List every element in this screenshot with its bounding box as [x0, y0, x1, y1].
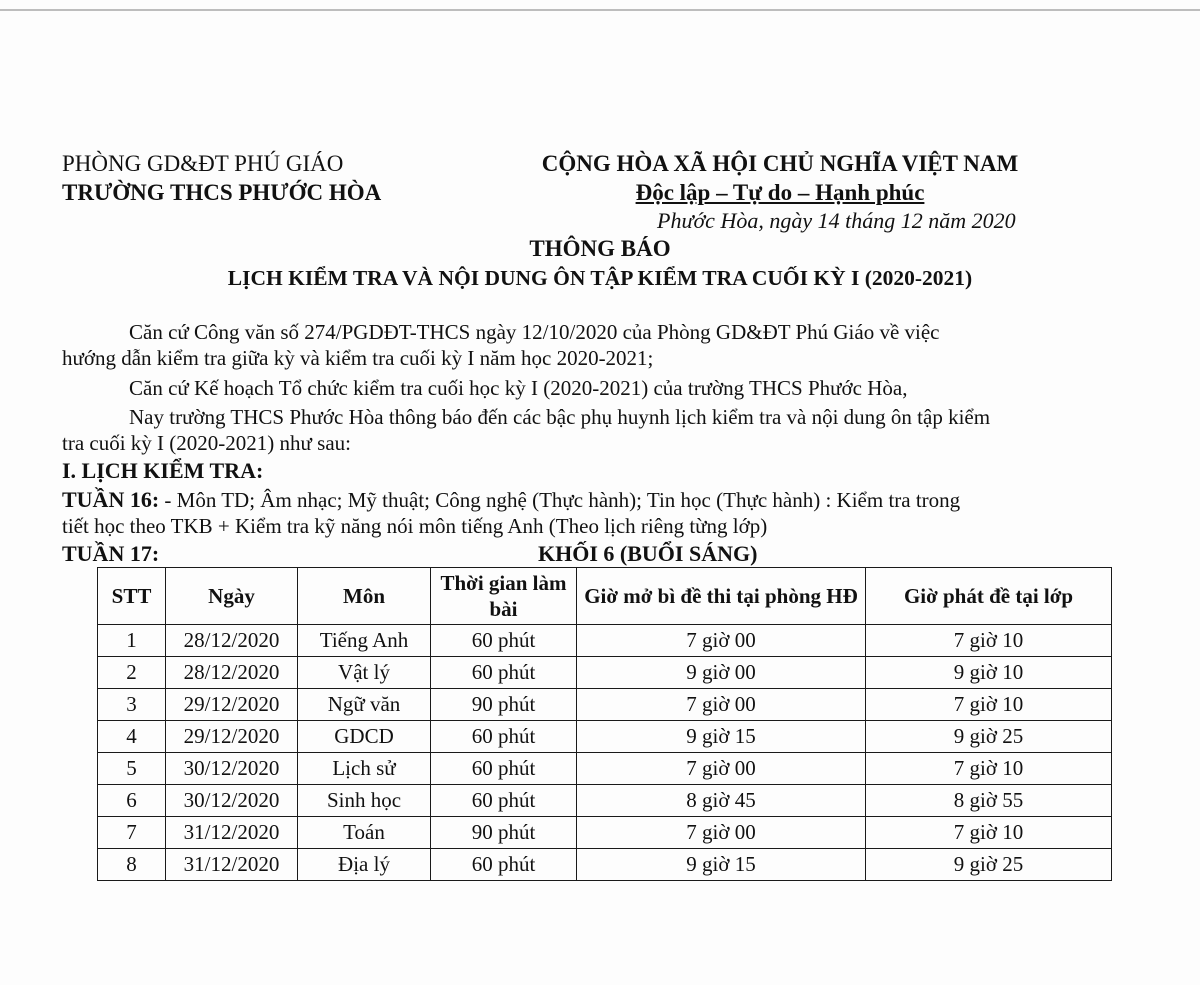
- cell-subject: Toán: [298, 817, 431, 849]
- cell-duration: 60 phút: [431, 753, 577, 785]
- cell-duration: 90 phút: [431, 689, 577, 721]
- cell-stt: 5: [98, 753, 166, 785]
- week16-label: TUẦN 16:: [62, 487, 160, 512]
- cell-distribute-time: 7 giờ 10: [866, 689, 1112, 721]
- cell-duration: 60 phút: [431, 721, 577, 753]
- exam-schedule-table: [97, 567, 1112, 881]
- section-heading: I. LỊCH KIỂM TRA:: [62, 458, 264, 483]
- header-open-time: Giờ mở bì đề thi tại phòng HĐ: [577, 568, 866, 625]
- cell-distribute-time: 9 giờ 10: [866, 657, 1112, 689]
- header-subject: Môn: [298, 568, 431, 625]
- cell-subject: Ngữ văn: [298, 689, 431, 721]
- cell-open-time: 7 giờ 00: [577, 817, 866, 849]
- table-row: [98, 817, 1112, 849]
- table-header-row: [98, 568, 1112, 625]
- cell-duration: 60 phút: [431, 785, 577, 817]
- cell-stt: 8: [98, 849, 166, 881]
- cell-open-time: 7 giờ 00: [577, 625, 866, 657]
- cell-subject: Địa lý: [298, 849, 431, 881]
- cell-stt: 6: [98, 785, 166, 817]
- cell-subject: Tiếng Anh: [298, 625, 431, 657]
- cell-distribute-time: 8 giờ 55: [866, 785, 1112, 817]
- basis-paragraph-1-cont: hướng dẫn kiểm tra giữa kỳ và kiểm tra cuối kỳ I năm học 2020-2021;: [62, 346, 654, 370]
- cell-distribute-time: 9 giờ 25: [866, 849, 1112, 881]
- cell-date: 29/12/2020: [166, 689, 298, 721]
- cell-date: 28/12/2020: [166, 657, 298, 689]
- week16-text-cont: tiết học theo TKB + Kiểm tra kỹ năng nói môn tiếng Anh (Theo lịch riêng từng lớp): [62, 514, 768, 538]
- cell-stt: 4: [98, 721, 166, 753]
- basis-paragraph-2: Căn cứ Kế hoạch Tổ chức kiểm tra cuối học kỳ I (2020-2021) của trường THCS Phước Hòa,: [129, 376, 908, 400]
- cell-stt: 2: [98, 657, 166, 689]
- week16-line: [62, 487, 960, 513]
- national-motto: Độc lập – Tự do – Hạnh phúc: [635, 180, 925, 205]
- cell-duration: 60 phút: [431, 849, 577, 881]
- school-name: TRƯỜNG THCS PHƯỚC HÒA: [62, 180, 382, 205]
- cell-distribute-time: 9 giờ 25: [866, 721, 1112, 753]
- cell-open-time: 8 giờ 45: [577, 785, 866, 817]
- cell-open-time: 9 giờ 15: [577, 721, 866, 753]
- header-duration: Thời gian làm bài: [431, 568, 577, 625]
- notice-paragraph: Nay trường THCS Phước Hòa thông báo đến các bậc phụ huynh lịch kiểm tra và nội dung ôn tập kiểm: [129, 405, 991, 429]
- cell-duration: 60 phút: [431, 625, 577, 657]
- cell-open-time: 9 giờ 15: [577, 849, 866, 881]
- cell-date: 30/12/2020: [166, 753, 298, 785]
- cell-date: 30/12/2020: [166, 785, 298, 817]
- cell-open-time: 7 giờ 00: [577, 753, 866, 785]
- republic-title: CỘNG HÒA XÃ HỘI CHỦ NGHĨA VIỆT NAM: [541, 151, 1019, 176]
- basis-paragraph-1: Căn cứ Công văn số 274/PGDĐT-THCS ngày 12/10/2020 của Phòng GD&ĐT Phú Giáo về việc: [129, 320, 940, 344]
- cell-duration: 60 phút: [431, 657, 577, 689]
- header-stt: STT: [98, 568, 166, 625]
- cell-distribute-time: 7 giờ 10: [866, 625, 1112, 657]
- table-row: [98, 689, 1112, 721]
- block-title: KHỐI 6 (BUỔI SÁNG): [538, 541, 758, 566]
- header-distribute-time: Giờ phát đề tại lớp: [866, 568, 1112, 625]
- cell-subject: Sinh học: [298, 785, 431, 817]
- cell-subject: Lịch sử: [298, 753, 431, 785]
- cell-subject: GDCD: [298, 721, 431, 753]
- cell-duration: 90 phút: [431, 817, 577, 849]
- cell-stt: 7: [98, 817, 166, 849]
- cell-date: 31/12/2020: [166, 849, 298, 881]
- department-name: PHÒNG GD&ĐT PHÚ GIÁO: [62, 151, 344, 176]
- header-date: Ngày: [166, 568, 298, 625]
- cell-open-time: 9 giờ 00: [577, 657, 866, 689]
- cell-stt: 1: [98, 625, 166, 657]
- table-row: [98, 753, 1112, 785]
- cell-distribute-time: 7 giờ 10: [866, 753, 1112, 785]
- table-row: [98, 785, 1112, 817]
- table-body: [98, 625, 1112, 881]
- table-row: [98, 849, 1112, 881]
- table-row: [98, 657, 1112, 689]
- cell-date: 29/12/2020: [166, 721, 298, 753]
- cell-subject: Vật lý: [298, 657, 431, 689]
- week16-text: - Môn TD; Âm nhạc; Mỹ thuật; Công nghệ (Thực hành); Tin học (Thực hành) : Kiểm tra trong: [159, 488, 961, 512]
- place-date: Phước Hòa, ngày 14 tháng 12 năm 2020: [657, 208, 1016, 233]
- notice-title: THÔNG BÁO: [529, 236, 671, 261]
- cell-distribute-time: 7 giờ 10: [866, 817, 1112, 849]
- cell-date: 31/12/2020: [166, 817, 298, 849]
- cell-open-time: 7 giờ 00: [577, 689, 866, 721]
- week17-label: TUẦN 17:: [62, 541, 160, 566]
- scan-top-border: [0, 9, 1200, 11]
- cell-stt: 3: [98, 689, 166, 721]
- table-row: [98, 625, 1112, 657]
- notice-paragraph-cont: tra cuối kỳ I (2020-2021) như sau:: [62, 431, 351, 455]
- table-row: [98, 721, 1112, 753]
- notice-subtitle: LỊCH KIỂM TRA VÀ NỘI DUNG ÔN TẬP KIỂM TRA CUỐI KỲ I (2020-2021): [227, 266, 973, 290]
- cell-date: 28/12/2020: [166, 625, 298, 657]
